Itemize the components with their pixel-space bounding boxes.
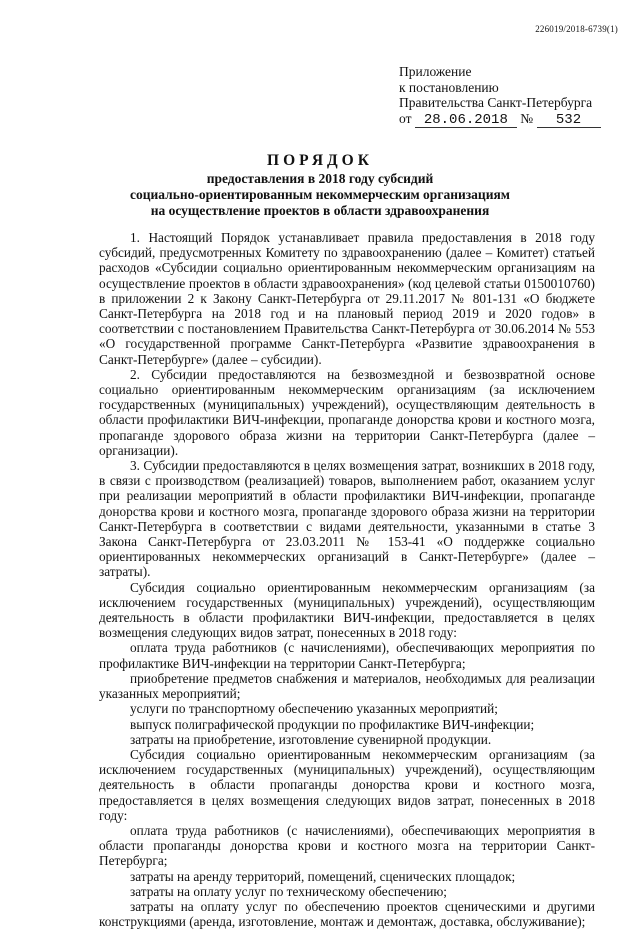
appendix-date-line xyxy=(399,111,601,128)
list-item: оплата труда работников (с начислениями), обеспечивающих мероприятия в области пропаганды донорства крови и костного мозга на территории Санкт-Петербурга; xyxy=(99,822,595,869)
resolution-number: 532 xyxy=(537,113,601,128)
subtitle-line-3: на осуществление проектов в области здравоохранения xyxy=(150,203,490,218)
document-body xyxy=(99,230,595,929)
document-number: 226019/2018-6739(1) xyxy=(535,24,618,34)
paragraph: 2. Субсидии предоставляются на безвозмездной и безвозвратной основе социально ориентированным некоммерческим организациям (за исключением государственных (муниципальных) учреждений), осуществляющим деятельность в области профилактики ВИЧ-инфекции, пропаганде донорства крови и костного мозга, пропаганде здорового образа жизни на территории Санкт-Петербурга (далее – организации). xyxy=(99,366,595,458)
list-item: затраты на аренду территорий, помещений, сценических площадок; xyxy=(130,868,516,884)
subtitle-line-2: социально-ориентированным некоммерческим организациям xyxy=(130,187,510,202)
date-prefix: от xyxy=(399,110,412,126)
subtitle-line-1: предоставления в 2018 году субсидий xyxy=(206,171,434,186)
appendix-line-3: Правительства Санкт-Петербурга xyxy=(399,95,593,110)
list-item: оплата труда работников (с начислениями), обеспечивающих мероприятия по профилактике ВИЧ-инфекции на территории Санкт-Петербурга; xyxy=(99,640,595,671)
list-item: выпуск полиграфической продукции по профилактике ВИЧ-инфекции; xyxy=(130,716,535,732)
paragraph: 1. Настоящий Порядок устанавливает правила предоставления в 2018 году субсидий, предусмотренных Комитету по здравоохранению (далее – Комитет) статьей расходов «Субсидии социально ориентированным некоммерческим организациям на осуществление проектов в области здравоохранения» (код целевой статьи 0150010760) в приложении 2 к Закону Санкт-Петербурга от 29.11.2017 № 801-131 «О бюджете Санкт-Петербурга на 2018 год и на плановый период 2019 и 2020 годов» в соответствии с постановлением Правительства Санкт-Петербурга от 30.06.2014 № 553 «О государственной программе Санкт-Петербурга «Развитие здравоохранения в Санкт-Петербурге» (далее – субсидии). xyxy=(99,230,595,367)
resolution-date: 28.06.2018 xyxy=(415,113,517,128)
appendix-line-1: Приложение xyxy=(399,64,472,79)
paragraph: 3. Субсидии предоставляются в целях возмещения затрат, возникших в 2018 году, в связи с производством (реализацией) товаров, выполнением работ, оказанием услуг при реализации мероприятий в области профилактики ВИЧ-инфекции, пропаганде донорства крови и костного мозга, пропаганде здорового образа жизни на территории Санкт-Петербурга в соответствии с видами деятельности, указанными в статье 3 Закона Санкт-Петербурга от 23.03.2011 № 153-41 «О поддержке социально ориентированных некоммерческих организаций в Санкт-Петербурге» (далее – затраты). xyxy=(99,458,595,580)
list-item: затраты на оплату услуг по техническому обеспечению; xyxy=(130,883,447,899)
paragraph: Субсидия социально ориентированным некоммерческим организациям (за исключением государственных (муниципальных) учреждений), осуществляющим деятельность в области пропаганды донорства крови и костного мозга, предоставляется в целях возмещения следующих видов затрат, понесенных в 2018 году: xyxy=(99,746,595,823)
document-title: ПОРЯДОК xyxy=(267,152,373,169)
appendix-block xyxy=(399,64,601,128)
list-item: услуги по транспортному обеспечению указанных мероприятий; xyxy=(130,701,498,717)
list-item: приобретение предметов снабжения и материалов, необходимых для реализации указанных мероприятий; xyxy=(99,670,595,702)
number-prefix: № xyxy=(520,110,534,126)
list-item: затраты на приобретение, изготовление сувенирной продукции. xyxy=(130,731,492,747)
appendix-line-2: к постановлению xyxy=(399,79,499,95)
document-subtitle xyxy=(0,171,640,219)
paragraph: Субсидия социально ориентированным некоммерческим организациям (за исключением государственных (муниципальных) учреждений), осуществляющим деятельность в области профилактики ВИЧ-инфекции, предоставляется в целях возмещения следующих видов затрат, понесенных в 2018 году: xyxy=(99,579,595,641)
list-item: затраты на оплату услуг по обеспечению проектов сценическими и другими конструкциями (аренда, изготовление, монтаж и демонтаж, доставка, обслуживание); xyxy=(99,898,595,929)
